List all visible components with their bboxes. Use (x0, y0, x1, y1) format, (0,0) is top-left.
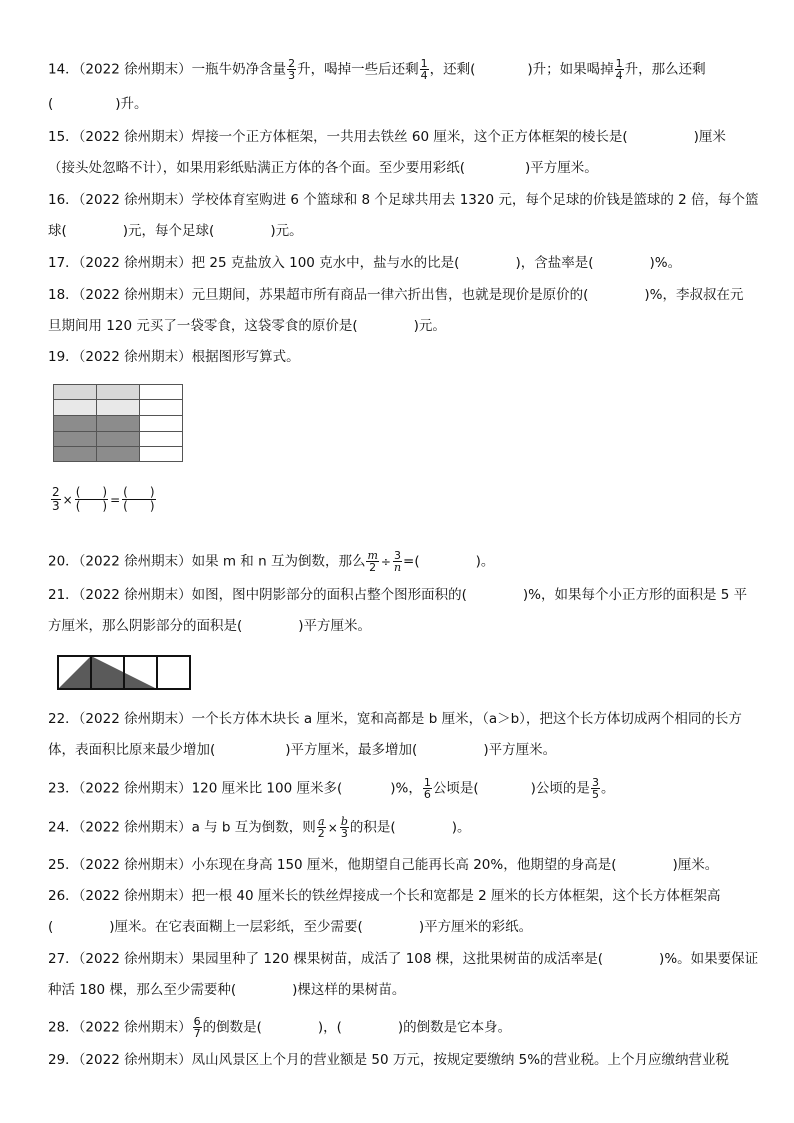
question-21-line-2 (48, 616, 371, 636)
question-text: 17．（2022 徐州期末）把 25 克盐放入 100 克水中，盐与水的比是( (48, 255, 460, 271)
numerator: 2 (52, 485, 60, 499)
question-text: )棵这样的果树苗。 (292, 982, 406, 998)
question-22-line-1 (48, 709, 742, 729)
paren: ) (149, 485, 155, 499)
question-text: 的倒数是( (202, 1019, 262, 1036)
light-cell (97, 400, 140, 416)
question-text: )厘米 (693, 129, 726, 145)
question-text: 公顷是( (432, 780, 479, 797)
paren: ( (75, 485, 81, 499)
numerator: 1 (423, 776, 431, 789)
denominator: 4 (420, 69, 428, 82)
question-text: 升，喝掉一些后还剩 (297, 61, 419, 78)
question-text: 16．（2022 徐州期末）学校体育室购进 6 个篮球和 8 个足球共用去 1320 元，每个足球的价钱是篮球的 2 倍，每个篮 (48, 192, 759, 208)
question-text: )%， (390, 780, 422, 797)
numerator: 6 (193, 1015, 201, 1028)
fraction (615, 58, 624, 81)
question-18-line-1 (48, 285, 743, 305)
question-text: )元。 (413, 318, 446, 334)
paren: ) (102, 499, 108, 513)
question-text: )%，如果每个小正方形的面积是 5 平 (522, 587, 748, 603)
fraction (366, 550, 378, 573)
question-27-line-1 (48, 949, 758, 969)
numerator-blank[interactable] (122, 486, 155, 500)
question-text: 29．（2022 徐州期末）凤山风景区上个月的营业额是 50 万元，按规定要缴纳 5%的营业税。上个月应缴纳营业税 (48, 1052, 730, 1068)
question-text: 27．（2022 徐州期末）果园里种了 120 棵果树苗，成活了 108 棵，这批果树苗的成活率是( (48, 951, 604, 967)
light-cell (54, 385, 97, 400)
question-text: )平方厘米，最多增加( (285, 742, 418, 758)
question-28 (48, 1016, 511, 1039)
question-23 (48, 777, 614, 800)
question-text: )厘米。在它表面糊上一层彩纸，至少需要( (109, 919, 363, 935)
fraction-blank[interactable] (75, 486, 108, 513)
fraction (287, 58, 296, 81)
question-text: )平方厘米。 (525, 160, 598, 176)
question-text: 球( (48, 223, 67, 239)
question-16-line-1 (48, 190, 759, 210)
question-text: 23．（2022 徐州期末）120 厘米比 100 厘米多( (48, 780, 343, 797)
numerator: 1 (420, 57, 428, 70)
question-text: 种活 180 棵，那么至少需要种( (48, 982, 237, 998)
variable: n (393, 561, 402, 574)
question-text: )平方厘米。 (298, 618, 372, 634)
paren: ) (149, 499, 155, 513)
denominator: 4 (615, 69, 623, 82)
dark-cell (97, 447, 140, 462)
question-18-line-2 (48, 316, 446, 336)
empty-cell (140, 416, 183, 432)
question-text: 的积是( (349, 819, 396, 836)
question-27-line-2 (48, 980, 405, 1000)
paren: ( (123, 499, 128, 513)
grid-cells (54, 385, 183, 462)
question-16-line-2 (48, 221, 303, 241)
question-text: 方厘米，那么阴影部分的面积是( (48, 618, 243, 634)
question-24 (48, 816, 470, 839)
paren: ( (75, 499, 81, 513)
denominator: 5 (591, 788, 599, 801)
question-text: ，还剩( (429, 61, 476, 78)
question-26-line-1 (48, 886, 721, 906)
denominator: 7 (193, 1027, 201, 1040)
denominator: 2 (317, 827, 325, 840)
question-text: )%。 (649, 255, 682, 271)
question-text: 21．（2022 徐州期末）如图，图中阴影部分的面积占整个图形面积的( (48, 587, 467, 603)
question-text: )%，李叔叔在元 (644, 287, 744, 303)
question-text: )平方厘米。 (483, 742, 557, 758)
denominator: 3 (340, 827, 348, 840)
question-text: 25．（2022 徐州期末）小东现在身高 150 厘米，他期望自己能再长高 20%，他期望的身高是( (48, 857, 617, 873)
question-text: 24．（2022 徐州期末）a 与 b 互为倒数，则 (48, 819, 316, 836)
denominator: 2 (369, 561, 377, 574)
empty-cell (140, 447, 183, 462)
question-15-line-1 (48, 127, 726, 147)
triangle-squares-figure (57, 655, 193, 691)
question-text: )，( (317, 1019, 342, 1036)
question-text: )的倒数是它本身。 (397, 1019, 512, 1036)
fraction (420, 58, 429, 81)
question-text: )升。 (115, 96, 148, 112)
denominator: 3 (52, 499, 60, 513)
question-text: 15．（2022 徐州期末）焊接一个正方体框架，一共用去铁丝 60 厘米，这个正方体框架的棱长是( (48, 129, 628, 145)
variable: b (340, 815, 348, 828)
question-20 (48, 550, 494, 573)
denominator: 6 (423, 788, 431, 801)
equation-19 (50, 486, 157, 513)
question-15-line-2 (48, 158, 598, 178)
light-cell (54, 400, 97, 416)
denominator (393, 562, 402, 573)
denominator-blank[interactable] (122, 500, 155, 513)
question-text: )。 (475, 553, 495, 570)
question-17 (48, 253, 681, 273)
fraction (393, 550, 402, 573)
question-text: )，含盐率是( (515, 255, 594, 271)
times-sign: × (327, 820, 338, 835)
question-14-line-1 (48, 58, 706, 81)
question-text: )元。 (270, 223, 303, 239)
paren: ( (123, 485, 128, 499)
question-text: 28．（2022 徐州期末） (48, 1019, 192, 1036)
variable: m (367, 549, 378, 562)
question-text: 18．（2022 徐州期末）元旦期间，苏果超市所有商品一律六折出售，也就是现价是原价的( (48, 287, 589, 303)
paren: ) (102, 485, 108, 499)
question-text: )平方厘米的彩纸。 (418, 919, 533, 935)
light-cell (97, 385, 140, 400)
dark-cell (54, 432, 97, 447)
question-text: )厘米。 (672, 857, 719, 873)
shaded-triangle (58, 656, 157, 689)
question-text: 升，那么还剩 (624, 61, 706, 78)
question-14-line-2 (48, 94, 148, 114)
question-source: （2022 徐州期末） (78, 61, 192, 78)
question-text: （接头处忽略不计），如果用彩纸贴满正方体的各个面。至少要用彩纸( (48, 160, 466, 176)
numerator: 3 (591, 776, 599, 789)
square-4 (157, 656, 190, 689)
times-sign: × (62, 492, 73, 507)
fraction (340, 816, 349, 839)
question-text: ( (48, 96, 54, 112)
dark-cell (97, 432, 140, 447)
fraction (317, 816, 326, 839)
question-text: 一瓶牛奶净含量 (191, 61, 287, 78)
shaded-grid-figure (53, 384, 185, 466)
question-19 (48, 347, 300, 367)
denominator: 3 (288, 69, 296, 82)
question-21-line-1 (48, 585, 747, 605)
question-text: )公顷的是 (530, 780, 590, 797)
divide-sign: ÷ (380, 554, 391, 569)
fraction (51, 486, 61, 513)
question-text: 19．（2022 徐州期末）根据图形写算式。 (48, 349, 300, 365)
question-text: 体，表面积比原来最少增加( (48, 742, 216, 758)
question-26-line-2 (48, 917, 532, 937)
question-text: )。 (451, 819, 471, 836)
fraction (591, 777, 600, 800)
question-text: )升；如果喝掉 (527, 61, 614, 78)
question-number: 14． (48, 61, 79, 78)
empty-cell (140, 400, 183, 416)
fraction (423, 777, 432, 800)
fraction-blank[interactable] (122, 486, 155, 513)
question-text: 22．（2022 徐州期末）一个长方体木块长 a 厘米，宽和高都是 b 厘米，（a＞b），把这个长方体切成两个相同的长方 (48, 711, 742, 727)
dark-cell (54, 416, 97, 432)
denominator-blank[interactable] (75, 500, 108, 513)
empty-cell (140, 385, 183, 400)
question-text: 。 (600, 780, 615, 797)
question-text: )元，每个足球( (122, 223, 215, 239)
question-text: 26．（2022 徐州期末）把一根 40 厘米长的铁丝焊接成一个长和宽都是 2 厘米的长方体框架，这个长方体框架高 (48, 888, 721, 904)
question-text: )%。如果要保证 (659, 951, 759, 967)
question-text: 20．（2022 徐州期末）如果 m 和 n 互为倒数，那么 (48, 553, 366, 570)
dark-cell (54, 447, 97, 462)
numerator: 3 (394, 549, 401, 562)
empty-cell (140, 432, 183, 447)
fraction (193, 1016, 202, 1039)
dark-cell (97, 416, 140, 432)
question-text: =( (403, 553, 420, 570)
question-text: 旦期间用 120 元买了一袋零食，这袋零食的原价是( (48, 318, 358, 334)
question-29-line-1 (48, 1050, 729, 1070)
numerator-blank[interactable] (75, 486, 108, 500)
numerator: 1 (615, 57, 623, 70)
equals-sign: = (110, 492, 121, 507)
numerator: 2 (288, 57, 296, 70)
question-25 (48, 855, 718, 875)
question-22-line-2 (48, 740, 556, 760)
variable: a (318, 815, 325, 828)
question-text: ( (48, 919, 54, 935)
